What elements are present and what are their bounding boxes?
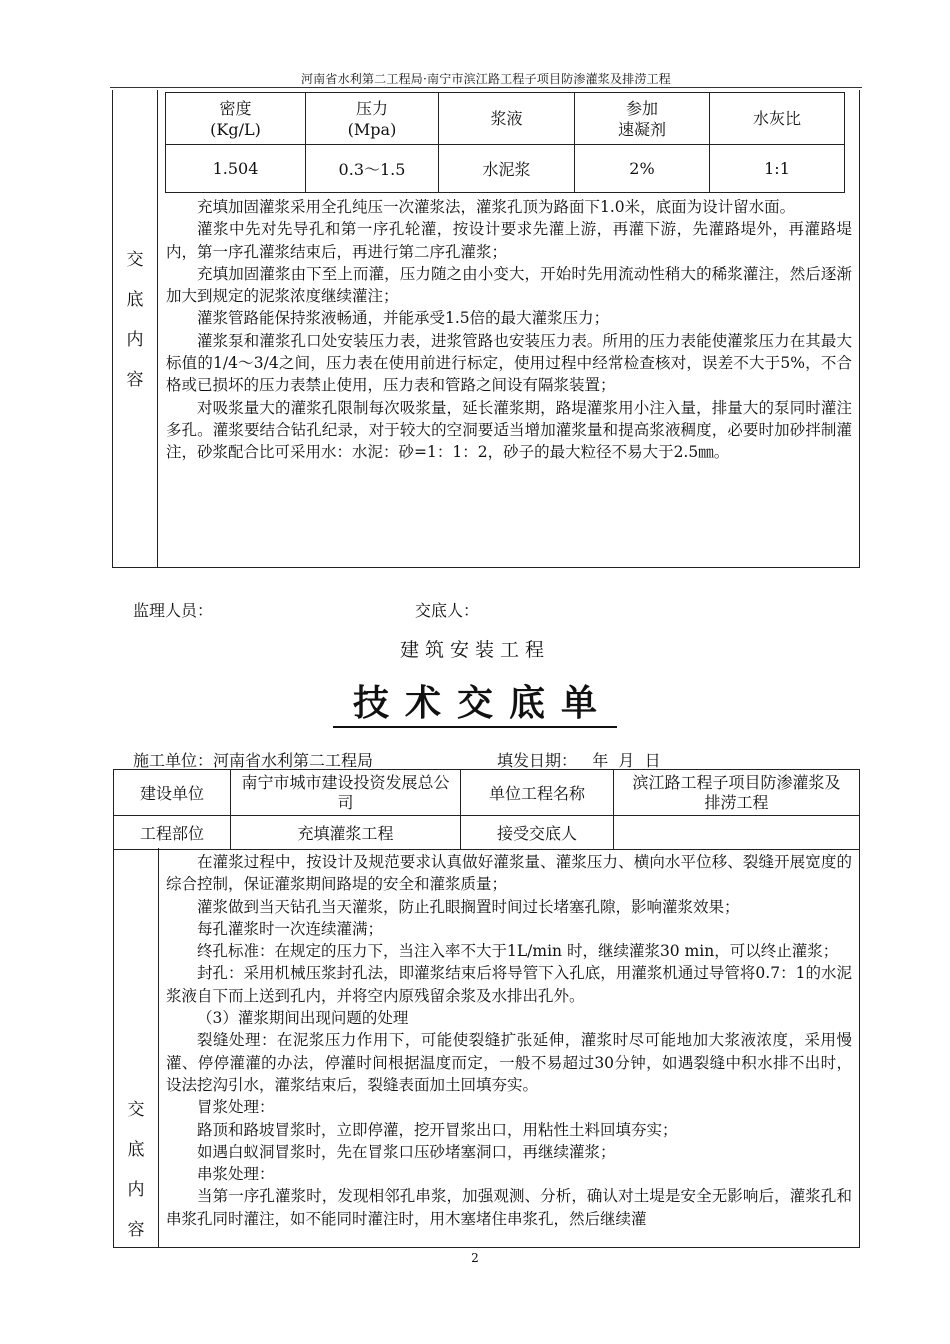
paragraph: 如遇白蚁洞冒浆时，先在冒浆口压砂堵塞洞口，再继续灌浆； (197, 1142, 616, 1161)
param-value-density: 1.504 (166, 145, 306, 193)
param-value-pressure: 0.3～1.5 (306, 145, 439, 193)
paragraph: 每孔灌浆时一次连续灌满； (197, 919, 384, 938)
param-header-slurry: 浆液 (439, 93, 575, 145)
paragraph: 路顶和路坡冒浆时，立即停灌，挖开冒浆出口，用粘性土料回填夯实； (197, 1120, 678, 1139)
disclosure-text-top (166, 196, 852, 464)
info-row (114, 770, 860, 816)
label-char: 底 (127, 1140, 145, 1160)
label-column-top (113, 90, 158, 567)
label-build-unit: 建设单位 (114, 770, 231, 816)
form-title (0, 675, 950, 726)
paragraph: 在灌浆过程中，按设计及规范要求认真做好灌浆量、灌浆压力、横向水平位移、裂缝开展宽度的综合控制，保证灌浆期间路堤的安全和灌浆质量； (166, 853, 852, 894)
paragraph: 冒浆处理： (197, 1098, 275, 1117)
param-header-accelerator: 参加 速凝剂 (575, 93, 710, 145)
param-value-slurry: 水泥浆 (439, 145, 575, 193)
paragraph: 灌浆泵和灌浆孔口处安装压力表，进浆管路也安装压力表。所用的压力表能使灌浆压力在其最大标值的1/4～3/4之间，压力表在使用前进行标定，使用过程中经常检查核对，误差不大于5%，不合格或已损坏的压力表禁止使用，压力表和管路之间设有隔浆装置； (166, 331, 852, 395)
params-header-row (166, 93, 845, 145)
paragraph: 封孔：采用机械压浆封孔法，即灌浆结束后将导管下入孔底，用灌浆机通过导管将0.7：1的水泥浆液自下而上送到孔内，并将空内原残留余浆及水排出孔外。 (166, 964, 852, 1005)
paragraph: 当第一序孔灌浆时，发现相邻孔串浆，加强观测、分析，确认对土堤是安全无影响后，灌浆孔和串浆孔同时灌注，如不能同时灌注时，用木塞堵住串浆孔，然后继续灌 (166, 1187, 852, 1228)
paragraph: （3）灌浆期间出现问题的处理 (197, 1009, 409, 1028)
label-project-part: 工程部位 (114, 816, 231, 850)
paragraph: 串浆处理： (197, 1165, 275, 1184)
label-char: 内 (127, 1180, 145, 1200)
disclosure-text-bottom (166, 851, 852, 1230)
param-header-pressure: 压力 (Mpa) (306, 93, 439, 145)
value-build-unit: 南宁市城市建设投资发展总公司 (231, 770, 461, 816)
vertical-label-top (113, 240, 157, 400)
paragraph: 灌浆中先对先导孔和第一序孔轮灌，按设计要求先灌上游，再灌下游，先灌路堤外，再灌路堤内，第一序孔灌浆结束后，再进行第二序孔灌浆； (166, 220, 852, 261)
info-row (114, 816, 860, 850)
param-header-density: 密度 (Kg/L) (166, 93, 306, 145)
project-info-table (113, 769, 860, 850)
issue-date: 填发日期： 年 月 日 (497, 751, 661, 770)
param-value-accelerator: 2% (575, 145, 710, 193)
label-receiver: 接受交底人 (461, 816, 614, 850)
label-char: 容 (127, 1220, 145, 1240)
supervisor-signature: 监理人员： (133, 601, 214, 620)
construction-unit: 施工单位：河南省水利第二工程局 (133, 751, 374, 770)
label-char: 容 (126, 370, 144, 390)
header-rule (110, 87, 862, 88)
page-header: 河南省水利第二工程局·南宁市滨江路工程子项目防渗灌浆及排涝工程 (300, 72, 672, 86)
value-receiver (614, 816, 860, 850)
paragraph: 充填加固灌浆采用全孔纯压一次灌浆法，灌浆孔顶为路面下1.0米，底面为设计留水面。 (197, 198, 796, 216)
param-value-wc-ratio: 1:1 (710, 145, 845, 193)
paragraph: 对吸浆量大的灌浆孔限制每次吸浆量，延长灌浆期，路堤灌浆用小注入量，排量大的泵同时灌注多孔。灌浆要结合钻孔纪录，对于较大的空洞要适当增加灌浆量和提高浆液稠度，必要时加砂拌制灌注，砂浆配合比可采用水：水泥：砂=1：1：2，砂子的最大粒径不易大于2.5㎜。 (166, 398, 852, 462)
form-subtitle: 建筑安装工程 (399, 639, 550, 661)
paragraph: 充填加固灌浆由下至上而灌，压力随之由小变大，开始时先用流动性稍大的稀浆灌注，然后逐渐加大到规定的泥浆浓度继续灌注； (166, 264, 852, 306)
label-char: 交 (126, 250, 144, 270)
form-title-text: 技术交底单 (333, 682, 617, 728)
label-char: 底 (126, 290, 144, 310)
value-project-part: 充填灌浆工程 (231, 816, 461, 850)
grout-params-table (165, 92, 845, 193)
vertical-label-bottom (114, 1090, 158, 1250)
params-value-row (166, 145, 845, 193)
paragraph: 灌浆管路能保持浆液畅通，并能承受1.5倍的最大灌浆压力； (197, 309, 610, 328)
label-char: 交 (127, 1100, 145, 1120)
label-column-bottom (114, 848, 159, 1247)
page-number: 2 (471, 1251, 479, 1265)
label-unit-project: 单位工程名称 (461, 770, 614, 816)
paragraph: 终孔标准：在规定的压力下，当注入率不大于1L/min 时，继续灌浆30 min，可以终止灌浆； (197, 942, 839, 961)
paragraph: 灌浆做到当天钻孔当天灌浆，防止孔眼搁置时间过长堵塞孔隙，影响灌浆效果； (197, 897, 740, 916)
label-char: 内 (126, 330, 144, 350)
value-unit-project: 滨江路工程子项目防渗灌浆及排涝工程 (614, 770, 860, 816)
param-header-wc-ratio: 水灰比 (710, 93, 845, 145)
paragraph: 裂缝处理：在泥浆压力作用下，可能使裂缝扩张延伸，灌浆时尽可能地加大浆液浓度，采用慢灌、停停灌灌的办法，停灌时间根据温度而定，一般不易超过30分钟，如遇裂缝中积水排不出时，设法挖沟引水，灌浆结束后，裂缝表面加土回填夯实。 (166, 1031, 852, 1094)
discloser-signature: 交底人： (415, 601, 480, 620)
